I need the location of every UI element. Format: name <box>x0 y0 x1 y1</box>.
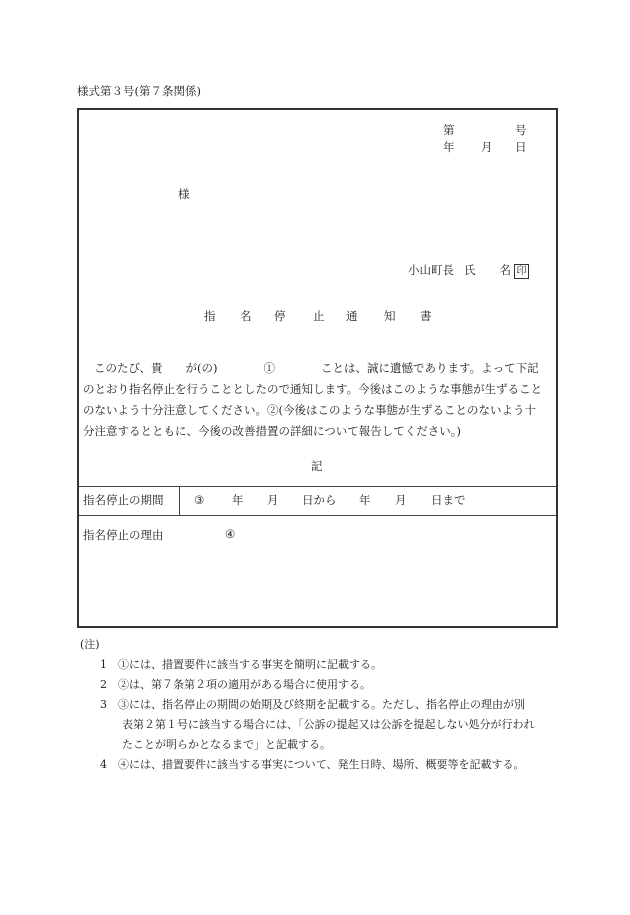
period-year-to: 年 <box>359 493 371 507</box>
body-line: このたび、貴 が(の) ① ことは、誠に遺憾であります。よって下記 <box>94 361 539 375</box>
title-char: 通 <box>346 309 358 323</box>
sender-line <box>408 262 529 279</box>
note-item: 表第２第１号に該当する場合には、「公訴の提起又は公訴を提起しない処分が行われ <box>100 718 535 731</box>
note-item: 1 ①には、措置要件に該当する事実を簡明に記載する。 <box>100 658 382 671</box>
note-item: たことが明らかとなるまで」と記載する。 <box>100 738 331 751</box>
seal-mark: 印 <box>514 264 529 279</box>
sender-title: 小山町長 <box>408 263 454 277</box>
title-char: 名 <box>240 309 252 323</box>
divider <box>179 486 180 515</box>
notice-body <box>83 358 553 442</box>
date-month: 月 <box>481 140 493 154</box>
title-char: 止 <box>313 309 325 323</box>
period-day-to: 日まで <box>431 493 466 507</box>
addressee-suffix: 様 <box>178 187 190 201</box>
divider <box>79 515 556 516</box>
period-month-from: 月 <box>267 493 279 507</box>
body-line: 分注意するとともに、今後の改善措置の詳細について報告してください。) <box>83 424 462 438</box>
body-line: のとおり指名停止を行うこととしたので通知します。今後はこのような事態が生ずること <box>83 382 543 396</box>
doc-title <box>204 308 432 324</box>
title-char: 停 <box>274 309 286 323</box>
period-month-to: 月 <box>395 493 407 507</box>
title-char: 書 <box>420 309 432 323</box>
period-marker: ③ <box>194 493 205 507</box>
body-line: のないよう十分注意してください。②(今後はこのような事態が生ずることのないよう十 <box>83 403 536 417</box>
date-year: 年 <box>443 140 455 154</box>
notes-section <box>80 635 535 775</box>
period-label: 指名停止の期間 <box>83 493 164 507</box>
sender-mei: 名 <box>499 263 511 277</box>
reason-label: 指名停止の理由 <box>83 528 164 542</box>
period-year-from: 年 <box>232 493 244 507</box>
title-char: 指 <box>204 309 216 323</box>
date-day: 日 <box>515 140 527 154</box>
number-prefix: 第 <box>443 123 455 137</box>
title-char: 知 <box>384 309 396 323</box>
note-item: 4 ④には、措置要件に該当する事実について、発生日時、場所、概要等を記載する。 <box>100 758 525 771</box>
reason-marker: ④ <box>225 527 236 541</box>
notes-heading: (注) <box>80 638 100 651</box>
note-item: 3 ③には、指名停止の期間の始期及び終期を記載する。ただし、指名停止の理由が別 <box>100 698 525 711</box>
divider <box>79 486 556 487</box>
period-day-from: 日から <box>302 493 337 507</box>
number-suffix: 号 <box>515 123 527 137</box>
sender-shi: 氏 <box>464 263 476 277</box>
ki-heading: 記 <box>311 459 323 473</box>
form-label: 様式第３号(第７条関係) <box>77 84 201 98</box>
period-values <box>194 492 466 508</box>
note-item: 2 ②は、第７条第２項の適用がある場合に使用する。 <box>100 678 371 691</box>
